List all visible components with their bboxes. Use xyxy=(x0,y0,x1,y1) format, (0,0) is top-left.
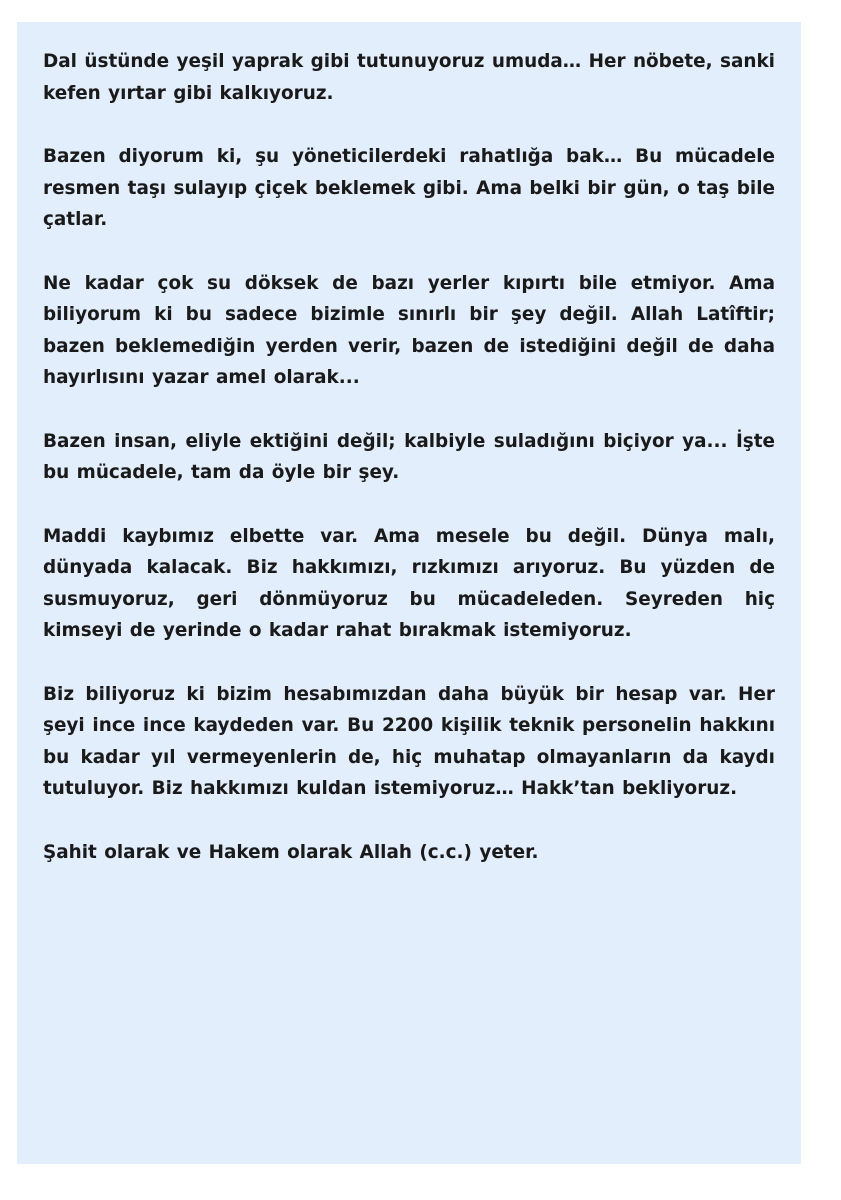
paragraph-5: Maddi kaybımız elbette var. Ama mesele bu değil. Dünya malı, dünyada kalacak. Biz hakkımızı, rızkımızı arıyoruz. Bu yüzden de susmuyoruz, geri dönmüyoruz bu mücadeleden. Seyreden hiç kimseyi de yerinde o kadar rahat bırakmak istemiyoruz. xyxy=(43,525,775,641)
paragraph-6: Biz biliyoruz ki bizim hesabımızdan daha büyük bir hesap var. Her şeyi ince ince kaydeden var. Bu 2200 kişilik teknik personelin hakkını bu kadar yıl vermeyenlerin de, hiç muhatap olmayanların da kaydı tutuluyor. Biz hakkımızı kuldan istemiyoruz… Hakk’tan bekliyoruz. xyxy=(43,683,775,799)
document-panel xyxy=(17,22,801,1164)
paragraph-7: Şahit olarak ve Hakem olarak Allah (c.c.) yeter. xyxy=(43,841,539,863)
paragraph-4: Bazen insan, eliyle ektiğini değil; kalbiyle suladığını biçiyor ya... İşte bu mücadele, tam da öyle bir şey. xyxy=(43,430,775,483)
paragraph-3: Ne kadar çok su döksek de bazı yerler kıpırtı bile etmiyor. Ama biliyorum ki bu sadece bizimle sınırlı bir şey değil. Allah Latîftir; bazen beklemediğin yerden verir, bazen de istediğini değil de daha hayırlısını yazar amel olarak... xyxy=(43,272,775,388)
paragraph-1: Dal üstünde yeşil yaprak gibi tutunuyoruz umuda… Her nöbete, sanki kefen yırtar gibi kalkıyoruz. xyxy=(43,51,775,104)
paragraph-2: Bazen diyorum ki, şu yöneticilerdeki rahatlığa bak… Bu mücadele resmen taşı sulayıp çiçek beklemek gibi. Ama belki bir gün, o taş bile çatlar. xyxy=(43,146,775,230)
